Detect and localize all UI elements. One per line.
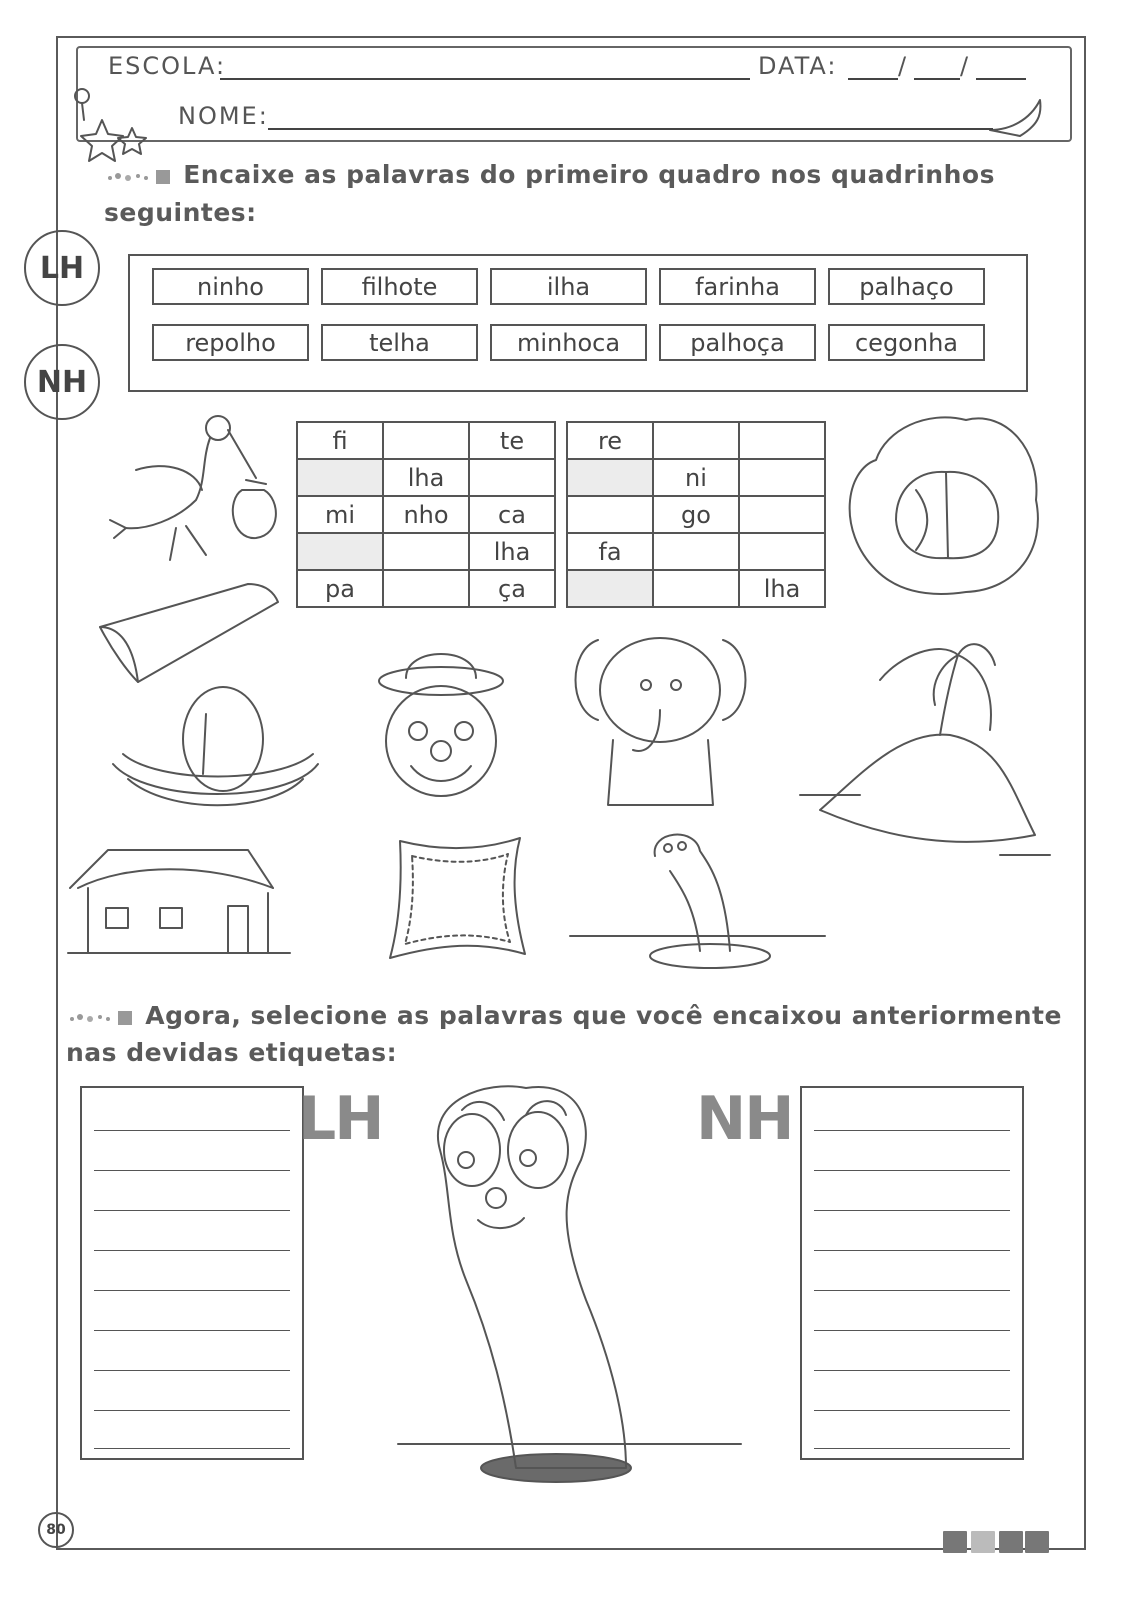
answer-line[interactable]: [814, 1410, 1010, 1411]
date-separator: /: [960, 52, 971, 80]
instruction-2-continued: nas devidas etiquetas:: [66, 1038, 398, 1067]
escola-field[interactable]: [220, 78, 750, 80]
answer-line[interactable]: [94, 1410, 290, 1411]
grid-cell: lha: [739, 570, 825, 607]
date-separator: /: [898, 52, 909, 80]
grid-cell[interactable]: [653, 422, 739, 459]
word-bank-item: telha: [321, 324, 478, 361]
answer-line[interactable]: [94, 1330, 290, 1331]
lh-heading: LH: [298, 1084, 383, 1154]
grid-cell[interactable]: [383, 533, 469, 570]
grid-cell: te: [469, 422, 555, 459]
date-year-field[interactable]: [976, 78, 1026, 80]
grid-cell[interactable]: [383, 422, 469, 459]
syllable-grid-right: [566, 421, 826, 608]
grid-cell: lha: [383, 459, 469, 496]
island-icon: [800, 635, 1050, 870]
answer-line[interactable]: [94, 1250, 290, 1251]
bullet-dots-icon: [104, 166, 174, 186]
grid-cell[interactable]: [653, 570, 739, 607]
grid-cell[interactable]: [739, 496, 825, 533]
instruction-2-text: Agora, selecione as palavras que você encaixou anteriormente: [145, 1001, 1062, 1030]
grid-cell: mi: [297, 496, 383, 533]
roof-tile-icon: [98, 582, 288, 690]
grid-cell[interactable]: [739, 533, 825, 570]
thatched-house-icon: [68, 848, 290, 960]
word-bank-item: farinha: [659, 268, 816, 305]
grid-cell: ca: [469, 496, 555, 533]
star-decoration-icon: [62, 80, 162, 160]
elephant-icon: [568, 630, 753, 810]
nh-tag: NH: [24, 344, 100, 420]
answer-line[interactable]: [814, 1170, 1010, 1171]
answer-line[interactable]: [814, 1448, 1010, 1449]
answer-line[interactable]: [94, 1170, 290, 1171]
grid-cell: fi: [297, 422, 383, 459]
worm-icon: [570, 826, 830, 971]
clown-icon: [356, 636, 526, 806]
nh-heading: NH: [696, 1084, 793, 1154]
page-number: 80: [38, 1512, 74, 1548]
bullet-dots-icon: [66, 1007, 136, 1027]
grid-cell[interactable]: [739, 459, 825, 496]
answer-line[interactable]: [814, 1330, 1010, 1331]
instruction-1: [104, 160, 995, 189]
word-bank-item: ilha: [490, 268, 647, 305]
word-bank-item: ninho: [152, 268, 309, 305]
date-day-field[interactable]: [848, 78, 898, 80]
syllable-grid-left: [296, 421, 556, 608]
lh-label-panel: [80, 1086, 304, 1460]
answer-line[interactable]: [94, 1370, 290, 1371]
grid-cell: ni: [653, 459, 739, 496]
grid-cell: lha: [469, 533, 555, 570]
nest-egg-icon: [108, 684, 323, 814]
pillow-icon: [380, 826, 535, 966]
answer-line[interactable]: [94, 1210, 290, 1211]
grid-cell: pa: [297, 570, 383, 607]
grid-cell: fa: [567, 533, 653, 570]
instruction-1-continued: seguintes:: [104, 198, 257, 227]
word-bank-item: cegonha: [828, 324, 985, 361]
answer-line[interactable]: [814, 1290, 1010, 1291]
footer-badges-icon: [944, 1530, 1054, 1554]
word-bank-item: palhaço: [828, 268, 985, 305]
instruction-1-text: Encaixe as palavras do primeiro quadro nos quadrinhos: [183, 160, 995, 189]
answer-line[interactable]: [814, 1370, 1010, 1371]
grid-cell[interactable]: [567, 570, 653, 607]
grid-cell[interactable]: [383, 570, 469, 607]
word-bank-item: palhoça: [659, 324, 816, 361]
answer-line[interactable]: [94, 1290, 290, 1291]
grid-cell[interactable]: [653, 533, 739, 570]
word-bank-item: minhoca: [490, 324, 647, 361]
grid-cell: ça: [469, 570, 555, 607]
answer-line[interactable]: [814, 1210, 1010, 1211]
grid-cell[interactable]: [567, 496, 653, 533]
instruction-2: [66, 1001, 1062, 1030]
grid-cell: go: [653, 496, 739, 533]
word-bank-item: filhote: [321, 268, 478, 305]
lh-tag: LH: [24, 230, 100, 306]
answer-line[interactable]: [814, 1130, 1010, 1131]
worm-character-icon: [396, 1080, 746, 1490]
page-curl-icon: [990, 90, 1050, 140]
answer-line[interactable]: [814, 1250, 1010, 1251]
data-label: DATA:: [758, 52, 838, 80]
grid-cell: nho: [383, 496, 469, 533]
stork-icon: [106, 410, 290, 570]
cabbage-icon: [836, 410, 1046, 600]
answer-line[interactable]: [94, 1130, 290, 1131]
nome-label: NOME:: [178, 102, 269, 130]
nome-field[interactable]: [268, 128, 993, 130]
date-month-field[interactable]: [914, 78, 960, 80]
answer-line[interactable]: [94, 1448, 290, 1449]
nh-label-panel: [800, 1086, 1024, 1460]
grid-cell[interactable]: [567, 459, 653, 496]
grid-cell: re: [567, 422, 653, 459]
grid-cell[interactable]: [469, 459, 555, 496]
grid-cell[interactable]: [297, 533, 383, 570]
grid-cell[interactable]: [739, 422, 825, 459]
escola-label: ESCOLA:: [108, 52, 227, 80]
word-bank-item: repolho: [152, 324, 309, 361]
grid-cell[interactable]: [297, 459, 383, 496]
